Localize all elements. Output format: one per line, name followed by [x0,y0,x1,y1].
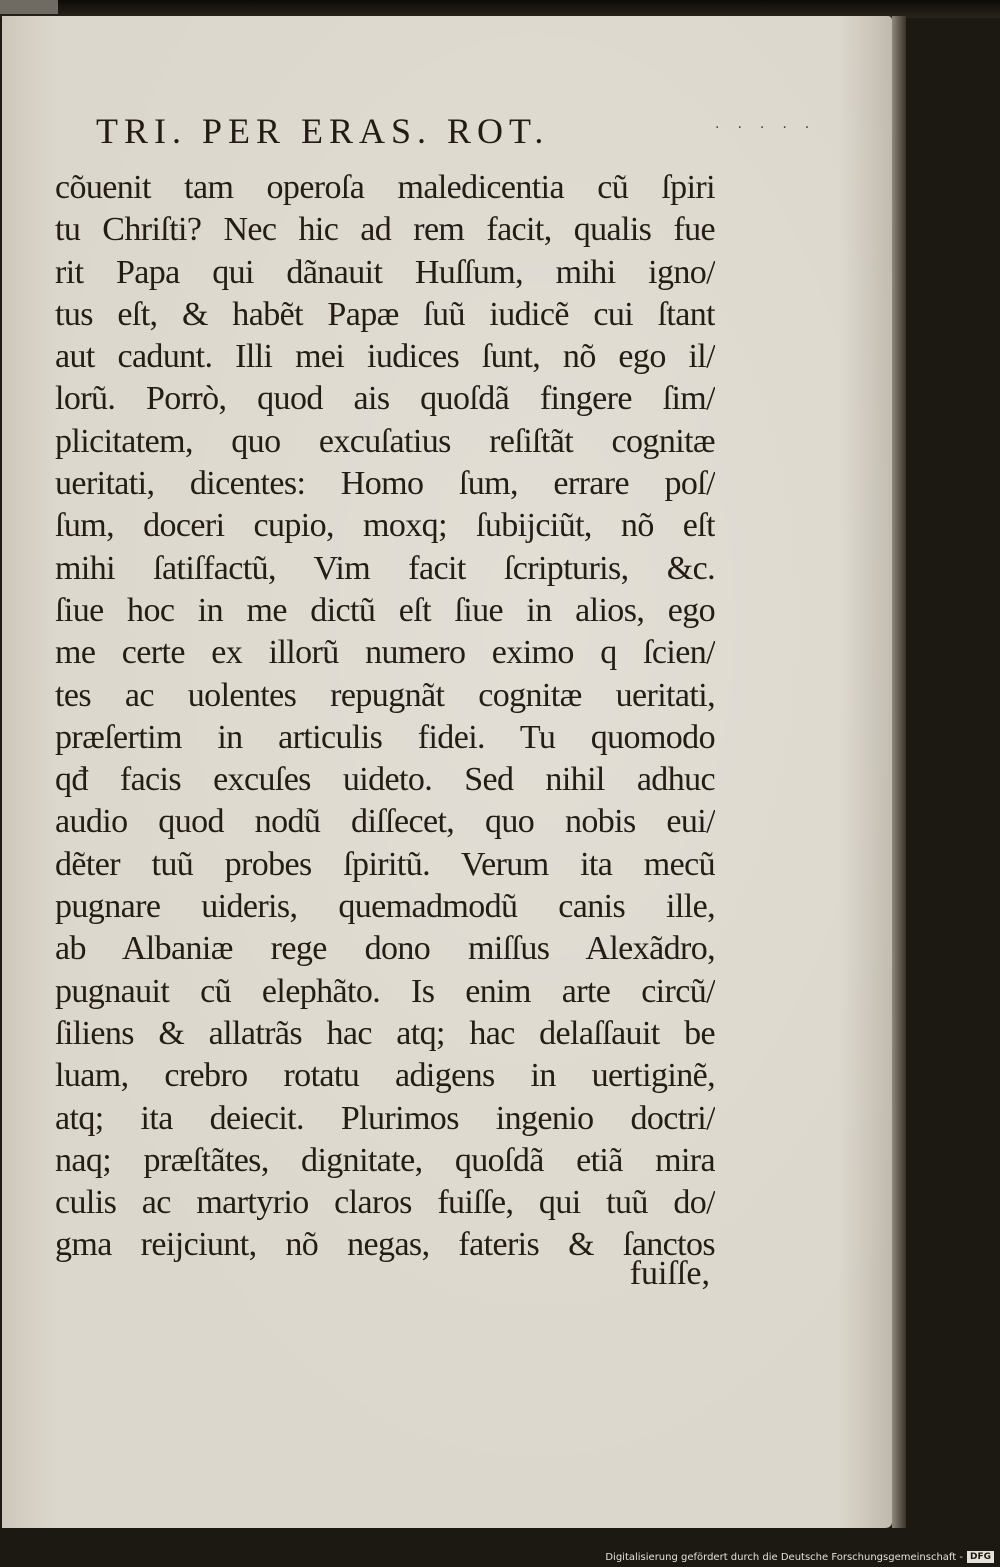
text-line: rit Papa qui dãnauit Huſſum, mihi igno/ [55,253,715,291]
corner-tag [0,0,58,14]
text-line: dẽter tuũ probes ſpiritũ. Verum ita mecũ [55,845,715,883]
text-line: ab Albaniæ rege dono miſſus Alexãdro, [55,930,715,968]
running-head: TRI. PER ERAS. ROT. [96,111,550,151]
text-line: cõuenit tam operoſa maledicentia cũ ſpiri [55,169,715,206]
text-line: atq; ita deiecit. Plurimos ingenio doctri/ [55,1099,715,1137]
text-line: ſiue hoc in me dictũ eſt ſiue in alios, ego [55,591,715,629]
digitization-credit [605,1551,994,1563]
text-line: tus eſt, & habẽt Papæ ſuũ iudicẽ cui ſtant [55,295,715,333]
text-line: tes ac uolentes repugnãt cognitæ ueritati, [55,676,715,714]
text-line: lorũ. Porrò, quod ais quoſdã fingere ſim/ [55,380,715,418]
text-line: pugnauit cũ elephãto. Is enim arte circũ/ [55,972,715,1010]
text-block [55,167,715,1267]
text-line: luam, crebro rotatu adigens in uertiginẽ, [55,1057,715,1095]
text-line: mihi ſatiſfactũ, Vim facit ſcripturis, &c. [55,549,715,587]
text-line: pugnare uideris, quemadmodũ canis ille, [55,888,715,926]
running-head-ornament: ····· [715,120,828,136]
text-line: tu Chriſti? Nec hic ad rem facit, qualis fue [55,211,715,249]
text-line: aut cadunt. Illi mei iudices ſunt, nõ ego il/ [55,338,715,376]
text-line: audio quod nodũ diſſecet, quo nobis eui/ [55,803,715,841]
text-line: me certe ex illorũ numero eximo q ſcien/ [55,634,715,672]
text-line: culis ac martyrio claros fuiſſe, qui tuũ do/ [55,1184,715,1222]
dfg-logo: DFG [967,1551,994,1563]
credit-text: Digitalisierung gefördert durch die Deutsche Forschungsgemeinschaft - [605,1551,963,1563]
text-line: plicitatem, quo excuſatius reſiſtãt cognitæ [55,422,715,460]
text-line: gma reijciunt, nõ negas, fateris & ſanctos [55,1226,715,1264]
text-line: ſum, doceri cupio, moxq; ſubijciũt, nõ eſt [55,507,715,545]
text-line: ueritati, dicentes: Homo ſum, errare poſ/ [55,465,715,503]
text-line: præſertim in articulis fidei. Tu quomodo [55,718,715,756]
catchword: fuiſſe, [629,1255,710,1292]
text-line: ſiliens & allatrãs hac atq; hac delaſſauit be [55,1014,715,1052]
text-line: naq; præſtãtes, dignitate, quoſdã etiã mira [55,1141,715,1179]
page-fore-edge [892,16,906,1528]
text-line: qđ facis excuſes uideto. Sed nihil adhuc [55,761,715,799]
